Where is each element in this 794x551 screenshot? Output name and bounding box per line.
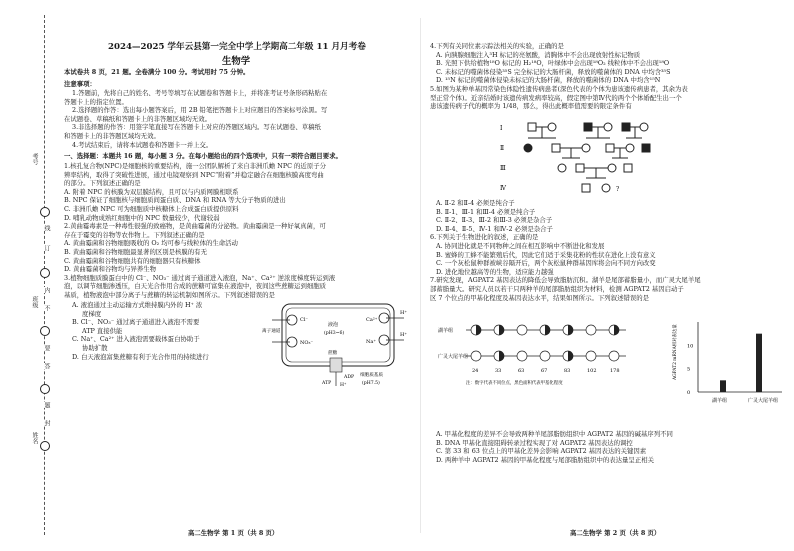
q5-stem: 型正常个体)。近亲结婚时该遗传病发病率较高，假定图中第Ⅳ代的两个个体婚配生出一个 (430, 93, 682, 102)
male-unaffected (624, 164, 632, 172)
site-label: 24 (472, 368, 479, 374)
notice-line: 在试题卷、草稿纸和答题卡上的非答题区域均无效。 (64, 114, 211, 123)
methylation-site-dot (517, 325, 527, 335)
gen-label: Ⅰ (500, 125, 503, 132)
binding-strip (0, 0, 56, 551)
right-column-q5-q7 (430, 199, 786, 302)
binding-hole-2 (40, 268, 50, 278)
male-affected (622, 123, 630, 131)
site-label: 102 (587, 368, 597, 374)
methylation-fill (568, 325, 573, 335)
methylation-site-dot (471, 351, 481, 361)
pedigree-figure (500, 118, 660, 196)
q1-option-d: D. 哺乳动物成熟红细胞中的 NPC 数量较少，代谢较弱 (64, 213, 220, 222)
q4-option-d: D. ¹⁵N 标记的噬菌体侵染未标记的大肠杆菌，释放的噬菌体的 DNA 中均含¹⁵N (436, 76, 661, 85)
exam-meta: 本试卷共 8 页，21 题。全卷满分 100 分。考试用时 75 分钟。 (64, 68, 250, 76)
subject-title: 生物学 (222, 56, 251, 67)
female-unaffected (640, 123, 648, 131)
q5-option-b: B. Ⅱ-1、Ⅲ-1 和Ⅲ-4 必须是纯合子 (436, 207, 536, 216)
fig-label: 离子通道 (262, 329, 281, 334)
binding-hole-5 (40, 441, 50, 451)
q1-stem: 的部分。下列叙述正确的是 (64, 179, 141, 188)
methylation-site-dot (609, 351, 619, 361)
strip-char: 订 (43, 245, 50, 251)
female-unaffected (604, 123, 612, 131)
fig-label: Ca²⁺ (366, 317, 378, 323)
notice-line: 4.考试结束后，请将本试题卷和答题卡一并上交。 (72, 140, 213, 149)
fig-label: (pH3~6) (324, 331, 345, 336)
male-unaffected (552, 144, 560, 152)
y-tick-label: 10 (687, 343, 694, 350)
female-unaffected (608, 164, 616, 172)
binding-hole-4 (40, 384, 50, 394)
page-1-footer: 高二生物学 第 1 页（共 8 页） (188, 529, 279, 537)
female-unaffected (626, 144, 634, 152)
fig-label: Cl⁻ (300, 317, 309, 323)
q3-option-b-cont: ATP 直接供能 (82, 326, 123, 335)
q1-option-a: A. 附着 NPC 的核膜为双层膜结构，且可以与内质网膜相联系 (64, 187, 239, 196)
left-column-questions (64, 162, 414, 300)
methylation-site-dot (540, 351, 550, 361)
methylation-site-dot (586, 351, 596, 361)
row-label: 湖羊组 (438, 328, 454, 334)
notice-heading: 注意事项： (64, 80, 96, 88)
q2-option-d: D. 黄曲霉菌和谷物均与异养生物 (64, 265, 157, 274)
q6-option-c: C. 一个灰松鼠种群被峡谷隔开后，两个灰松鼠种群基因库将会向不同方向改变 (436, 259, 656, 268)
male-unaffected (576, 164, 584, 172)
q7-option-c: C. 第 33 和 63 位点上的甲基化差异会影响 AGPAT2 基因表达的关键因素 (436, 447, 647, 456)
site-label: 33 (495, 368, 502, 374)
section-heading: 一、选择题：本题共 16 题，每小题 3 分。在每小题给出的四个选项中，只有一项符合题目要求。 (64, 152, 342, 160)
strip-label-class: 班级 (31, 296, 38, 308)
q2-stem: 2.黄曲霉毒素是一种毒性很强的致癌物，是黄曲霉菌的分泌物。黄曲霉菌是一种好氧真菌，可 (64, 222, 326, 231)
bar-label: 广灵大尾羊组 (748, 398, 779, 404)
q7-stem: 7.研究发现，AGPAT2 基因表达的降低会导致脂肪沉积。湖羊是尾部蓄脂量小，而广灵大尾羊尾 (430, 276, 701, 285)
q1-stem: 1.核孔复合物(NPC)是细胞核的重要结构，施一公团队解析了来自非洲爪蟾 NPC 的近原子分 (64, 162, 326, 170)
notice-line: 和答题卡上的非答题区域均无效。 (64, 131, 160, 140)
chart-ylabel: AGPAT2 mRNA相对表达量 (673, 324, 678, 380)
notice-line: 3.非选择题的作答：用签字笔直接写在答题卡上对应的答题区域内。写在试题卷、草稿纸 (72, 123, 321, 132)
site-label: 178 (610, 368, 620, 374)
y-tick-label: 5 (687, 366, 691, 373)
fig-label: ADP (344, 375, 355, 380)
fig-label: H⁺ (400, 310, 407, 316)
right-column-q4-q5 (430, 42, 786, 111)
methylation-fill (545, 325, 550, 335)
female-unaffected (558, 164, 566, 172)
bar (756, 334, 762, 392)
methylation-site-dot (517, 351, 527, 361)
q7-stem: 部蓄脂量大。研究人员以若干只两种羊的尾部脂肪组织为材料，检测 AGPAT2 基因启动子 (430, 284, 684, 293)
methylation-fill (499, 351, 504, 361)
strip-char: 题 (43, 402, 50, 408)
q6-option-a: A. 协同进化就是不同物种之间在相互影响中不断进化和发展 (436, 241, 605, 250)
q3-stem: 泡，以调节细胞渗透压，白天光合作用合成的蔗糖可富集在液泡中，夜间这些蔗糖运到细胞质 (64, 282, 327, 291)
fig-label: H⁺ (340, 383, 347, 388)
strip-char: 不 (43, 305, 50, 311)
q3-option-c: C. Na⁺、Ca²⁺ 进入液泡需要载体蛋白协助于 (72, 335, 200, 344)
q2-option-a: A. 黄曲霉菌和谷物细胞吸收的 O₂ 均可参与线粒体的生命活动 (64, 239, 238, 248)
vacuole-transport-figure (262, 296, 412, 391)
methylation-fill (614, 325, 619, 335)
q5-stem: 患该遗传病子代的概率为 1/48，那么，得出此概率值需要的限定条件有 (430, 102, 632, 111)
agpat2-bar-chart (672, 316, 788, 412)
q3-option-b: B. Cl⁻、NO₃⁻ 通过离子通道进入液泡不需要 (72, 318, 200, 327)
q4-option-a: A. 向胰腺细胞注入³H 标记的亮氨酸，消胸体中不会出现放射性标记物质 (436, 50, 641, 59)
proton-pump-icon (330, 358, 342, 372)
site-label: 83 (564, 368, 571, 374)
notice-line: 答题卡上的指定位置。 (64, 97, 128, 106)
q4-option-c: C. 未标记的噬菌体侵染³⁵S 完全标记的大肠杆菌，释放的噬菌体的 DNA 中均含³⁵S (436, 67, 671, 76)
q2-option-c: C. 黄曲霉菌和谷物细胞共有的细胞器只有核糖体 (64, 256, 201, 265)
strip-label-name: 姓名 (31, 432, 38, 444)
methylation-site-dot (586, 325, 596, 335)
fig-label: 蔗糖 (328, 351, 338, 356)
exam-title: 2024—2025 学年云县第一完全中学上学期高二年级 11 月月考卷 (108, 42, 366, 52)
q1-option-c: C. 非洲爪蟾 NPC 可为细胞质中核糖体上合成蛋白质提供原料 (64, 204, 239, 213)
methylation-fill (568, 351, 573, 361)
q7-option-a: A. 甲基化程度的差异不会导致两种羊尾部脂肪组织中 AGPAT2 基因的碱基序列不同 (436, 430, 673, 438)
female-affected (524, 144, 532, 152)
male-affected (584, 123, 592, 131)
fig-caption: 注：数字代表不同位点，黑色面积代表甲基化程度 (466, 381, 563, 386)
fig-label: (pH7.5) (362, 381, 380, 386)
q1-stem: 辨率结构，取得了突破性进展，通过电镜观察到 NPC“附着”并稳定融合在细胞核膜高度弯曲 (64, 170, 324, 179)
strip-char: 要 (43, 345, 50, 351)
page-2-footer: 高二生物学 第 2 页（共 8 页） (570, 529, 661, 537)
gen-label: Ⅱ (500, 145, 505, 152)
strip-label-exam-no: 考号 (31, 153, 38, 165)
q5-stem: 5.如图为某种单基因常染色体隐性遗传病患者(深色代表的个体为患该遗传病患者，其余为表 (430, 84, 688, 93)
fig-label: H⁺ (400, 332, 407, 338)
strip-char: 答 (43, 363, 50, 369)
female-unaffected (582, 144, 590, 152)
q2-stem: 存在于霉变的谷物等农作物上。下列叙述正确的是 (64, 230, 205, 239)
bar-label: 湖羊组 (712, 398, 728, 404)
row-label: 广灵大尾羊组 (438, 354, 469, 360)
q6-stem: 6.下列关于生物进化的叙述，正确的是 (430, 233, 539, 242)
site-label: 67 (541, 368, 548, 374)
methylation-figure (436, 304, 656, 416)
q3-option-a-cont: 度梯度 (82, 309, 102, 318)
q7-stem: 区 7 个位点的甲基化程度及基因表达水平，结果如图所示。下列叙述错误的是 (430, 293, 650, 302)
q2-option-b: B. 黄曲霉菌和谷物细胞最显著的区别是核膜的有无 (64, 247, 207, 256)
q3-options (72, 301, 262, 361)
q5-option-c: C. Ⅱ-2、Ⅱ-3、Ⅲ-2 和Ⅲ-3 必须是杂合子 (436, 216, 553, 225)
gen-label: Ⅲ (500, 165, 506, 172)
q3-stem: 基质，植物液泡中部分离子与蔗糖的转运机制如图所示。下列叙述错误的是 (64, 290, 275, 299)
female-unaffected (602, 184, 610, 192)
q3-option-a: A. 液泡通过主动运输方式维持膜内外的 H⁺ 浓 (72, 301, 203, 309)
strip-char: 线 (43, 225, 50, 231)
notice-block (64, 89, 412, 149)
q6-option-d: D. 进化地位越高等的生物，适应能力越强 (436, 267, 554, 276)
gen-label: Ⅳ (500, 185, 506, 192)
q3-stem: 3.植物细胞质膜蛋白中的 Cl⁻、NO₃⁻ 通过离子通道进入液泡，Na⁺、Ca²⁺ 逆浓度梯度转运到液 (64, 273, 336, 282)
binding-hole-1 (40, 207, 50, 217)
male-unaffected (606, 144, 614, 152)
q3-option-d: D. 白天液泡富集蔗糖有利于光合作用的持续进行 (72, 352, 209, 361)
male-affected (642, 144, 650, 152)
q7-option-b: B. DNA 甲基化直接阻碍转录过程实现了对 AGPAT2 基因表达的调控 (436, 438, 633, 447)
fig-label: 液泡 (328, 322, 339, 328)
y-tick-label: 0 (687, 390, 691, 396)
bar (720, 380, 726, 392)
fig-label: NO₃⁻ (300, 340, 314, 346)
page-divider (420, 18, 421, 533)
question-mark: ? (616, 186, 620, 193)
binding-hole-3 (40, 326, 50, 336)
q1-option-b: B. NPC 保证了细胞核与细胞质间蛋白质、DNA 和 RNA 等大分子物质的进出 (64, 196, 286, 205)
q7-option-d: D. 两种羊中 AGPAT2 基因的甲基化程度与尾部脂肪组织中的表达量呈正相关 (436, 455, 654, 464)
male-unaffected (582, 184, 590, 192)
methylation-fill (499, 325, 504, 335)
strip-char: 内 (43, 287, 50, 293)
fig-label: 细胞质基质 (360, 373, 383, 378)
q4-stem: 4.下列有关同位素示踪法相关的实验，正确的是 (430, 42, 564, 50)
notice-line: 2.选择题的作答：选出每小题答案后，用 2B 铅笔把答题卡上对应题目的答案标号涂黑。写 (72, 106, 328, 115)
fig-label: Na⁺ (366, 339, 376, 345)
right-column-q7-options (430, 430, 786, 464)
fig-label: ATP (322, 381, 332, 386)
strip-char: 封 (43, 420, 50, 426)
site-label: 63 (518, 368, 525, 374)
q6-option-b: B. 蜜蜂的工蜂不能繁殖后代，因此它们适于采集花粉的性状在进化上没有意义 (436, 250, 656, 259)
q5-option-a: A. Ⅱ-2 和Ⅱ-4 必须是纯合子 (436, 199, 515, 207)
methylation-fill (476, 325, 481, 335)
q4-option-b: B. 光照下供给植物¹⁸O 标记的 H₂¹⁸O，叶绿体中会出现¹⁸O₂ 线粒体中不会出现¹⁸O (436, 59, 670, 68)
q5-option-d: D. Ⅱ-4、Ⅱ-5、Ⅳ-1 和Ⅳ-2 必须是杂合子 (436, 224, 553, 233)
male-unaffected (528, 123, 536, 131)
q3-option-c-cont: 协助扩散 (82, 343, 108, 352)
female-unaffected (548, 123, 556, 131)
notice-line: 1.答题前，先将自己的姓名、考号等填写在试题卷和答题卡上，并将准考证号条形码粘贴在 (72, 89, 328, 97)
